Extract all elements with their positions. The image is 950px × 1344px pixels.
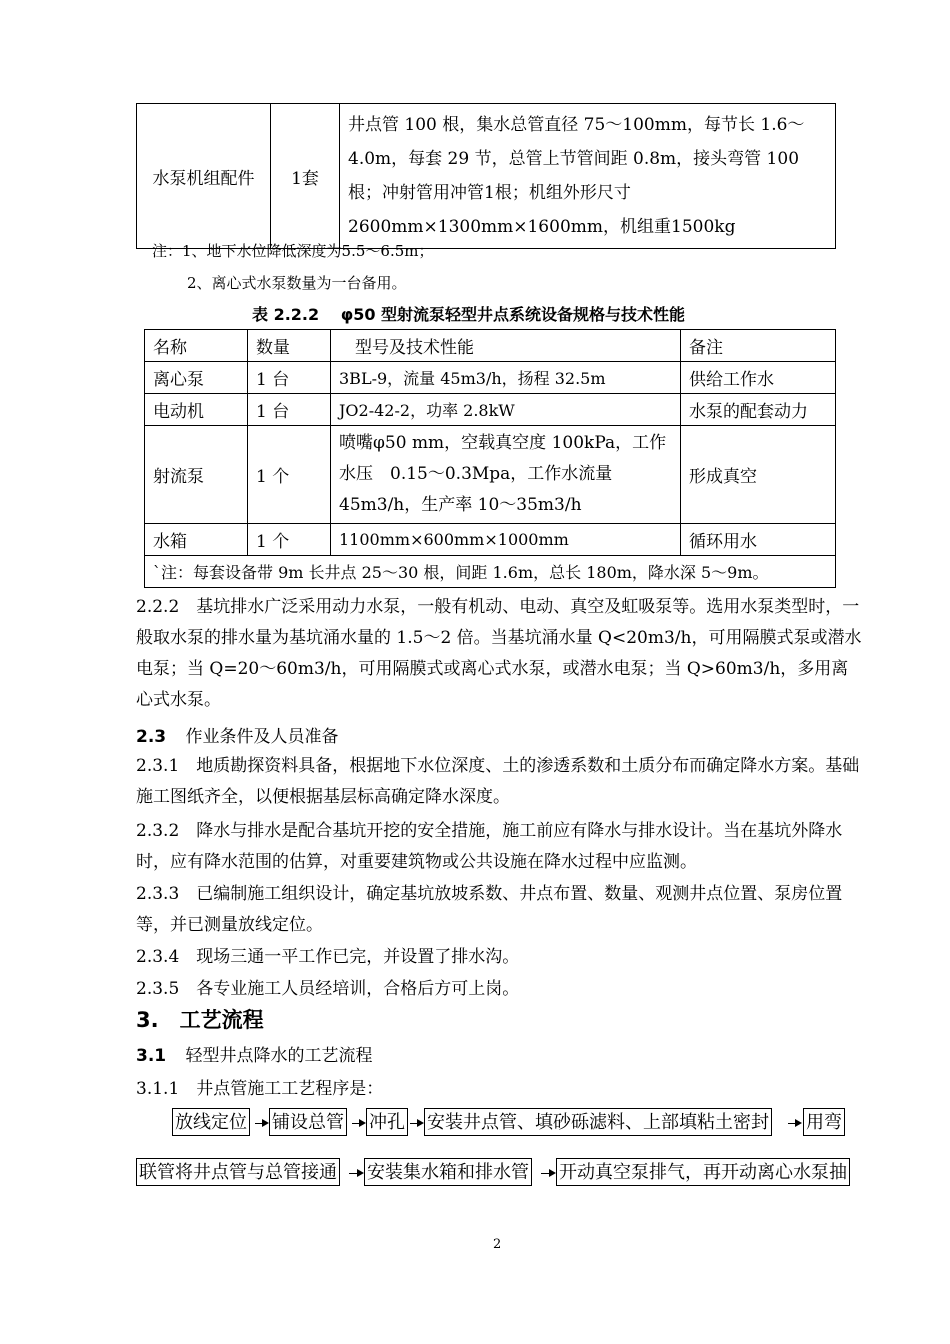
flow-arrow — [410, 1123, 422, 1124]
table-row — [145, 394, 836, 426]
flow-step-3: 冲孔 — [366, 1108, 408, 1136]
heading-text: 轻型井点降水的工艺流程 — [185, 1046, 373, 1066]
table-cell: 供给工作水 — [681, 362, 836, 394]
section-heading-3: 3. 工艺流程 — [136, 1008, 264, 1032]
table-footnote: `注：每套设备带 9m 长井点 25～30 根，间距 1.6m，总长 180m，降水深 5～9m。 — [145, 556, 836, 588]
header-cell: 型号及技术性能 — [331, 330, 681, 362]
paragraph-2-3-5: 2.3.5 各专业施工人员经培训，合格后方可上岗。 — [136, 979, 520, 999]
flow-step-2: 铺设总管 — [269, 1108, 347, 1136]
table-caption: 表 2.2.2 φ50 型射流泵轻型井点系统设备规格与技术性能 — [252, 305, 686, 324]
table-cell: 1100mm×600mm×1000mm — [331, 524, 681, 556]
flow-step-4: 安装井点管、填砂砾滤料、上部填粘土密封 — [424, 1108, 772, 1136]
flow-step-8: 开动真空泵排气，再开动离心水泵抽 — [556, 1158, 850, 1186]
table-cell: 1 个 — [248, 426, 331, 524]
table-cell: 水箱 — [145, 524, 248, 556]
table-cell: 电动机 — [145, 394, 248, 426]
table-cell: 1 台 — [248, 394, 331, 426]
table-row — [145, 524, 836, 556]
flow-arrow — [541, 1173, 554, 1174]
table-cell: 1 台 — [248, 362, 331, 394]
table-header-row — [145, 330, 836, 362]
table-cell: 水泵的配套动力 — [681, 394, 836, 426]
jet-pump-spec-table — [144, 329, 836, 588]
table-cell: 水泵机组配件 — [137, 104, 271, 249]
paragraph-2-3-4: 2.3.4 现场三通一平工作已完，并设置了排水沟。 — [136, 947, 520, 967]
table-row — [137, 104, 836, 249]
flow-arrow — [255, 1123, 267, 1124]
flow-step-5: 用弯 — [803, 1108, 845, 1136]
table-row — [145, 362, 836, 394]
paragraph-2-3-1: 2.3.1 地质勘探资料具备，根据地下水位深度、土的渗透系数和土质分布而确定降水方案。基础施工图纸齐全，以便根据基层标高确定降水深度。 — [136, 756, 860, 807]
flow-arrow — [352, 1123, 364, 1124]
heading-2-3 — [136, 722, 339, 747]
header-cell: 备注 — [681, 330, 836, 362]
table-cell: 井点管 100 根，集水总管直径 75～100mm，每节长 1.6～4.0m，每套 29 节，总管上节管间距 0.8m，接头弯管 100 根；冲射管用冲管1根；机组外形尺寸2600mm×1300mm×1600mm，机组重1500kg — [340, 104, 836, 249]
table-cell: 1套 — [271, 104, 340, 249]
flow-step-7: 安装集水箱和排水管 — [364, 1158, 532, 1186]
flow-step-6: 联管将井点管与总管接通 — [136, 1158, 340, 1186]
table-cell: 喷嘴φ50 mm，空载真空度 100kPa，工作水压 0.15～0.3Mpa，工作水流量 45m3/h，生产率 10～35m3/h — [331, 426, 681, 524]
table-cell: 离心泵 — [145, 362, 248, 394]
table-cell: 1 个 — [248, 524, 331, 556]
flow-arrow — [788, 1123, 800, 1124]
flow-step-1: 放线定位 — [172, 1108, 250, 1136]
paragraph-2-2-2: 2.2.2 基坑排水广泛采用动力水泵，一般有机动、电动、真空及虹吸泵等。选用水泵类型时，一般取水泵的排水量为基坑涌水量的 1.5～2 倍。当基坑涌水量 Q<20m3/h，可用隔膜式泵或潜水电泵；当 Q=20～60m3/h，可用隔膜式或离心式水泵，或潜水电泵；当 Q>60m3/h，多用离心式水泵。 — [136, 597, 862, 710]
table-cell: 3BL-9，流量 45m3/h，扬程 32.5m — [331, 362, 681, 394]
page-number: 2 — [493, 1237, 502, 1252]
heading-number: 3.1 — [136, 1046, 167, 1066]
paragraph-2-3-2: 2.3.2 降水与排水是配合基坑开挖的安全措施，施工前应有降水与排水设计。当在基坑外降水时，应有降水范围的估算，对重要建筑物或公共设施在降水过程中应监测。 — [136, 821, 843, 872]
header-cell: 数量 — [248, 330, 331, 362]
paragraph-2-3-3: 2.3.3 已编制施工组织设计，确定基坑放坡系数、井点布置、数量、观测井点位置、泵房位置等，并已测量放线定位。 — [136, 884, 843, 935]
table-cell: 射流泵 — [145, 426, 248, 524]
note-line-1: 注：1、地下水位降低深度为5.5～6.5m； — [152, 242, 434, 260]
table-cell: JO2-42-2，功率 2.8kW — [331, 394, 681, 426]
table-row — [145, 556, 836, 588]
heading-text: 作业条件及人员准备 — [185, 727, 339, 747]
heading-number: 2.3 — [136, 727, 167, 747]
heading-3-1 — [136, 1041, 373, 1066]
note-line-2: 2、离心式水泵数量为一台备用。 — [187, 274, 407, 292]
flow-arrow — [349, 1173, 362, 1174]
table-cell: 循环用水 — [681, 524, 836, 556]
table-cell: 形成真空 — [681, 426, 836, 524]
table-row — [145, 426, 836, 524]
paragraph-3-1-1: 3.1.1 井点管施工工艺程序是： — [136, 1079, 384, 1099]
equipment-table-top — [136, 103, 836, 249]
header-cell: 名称 — [145, 330, 248, 362]
